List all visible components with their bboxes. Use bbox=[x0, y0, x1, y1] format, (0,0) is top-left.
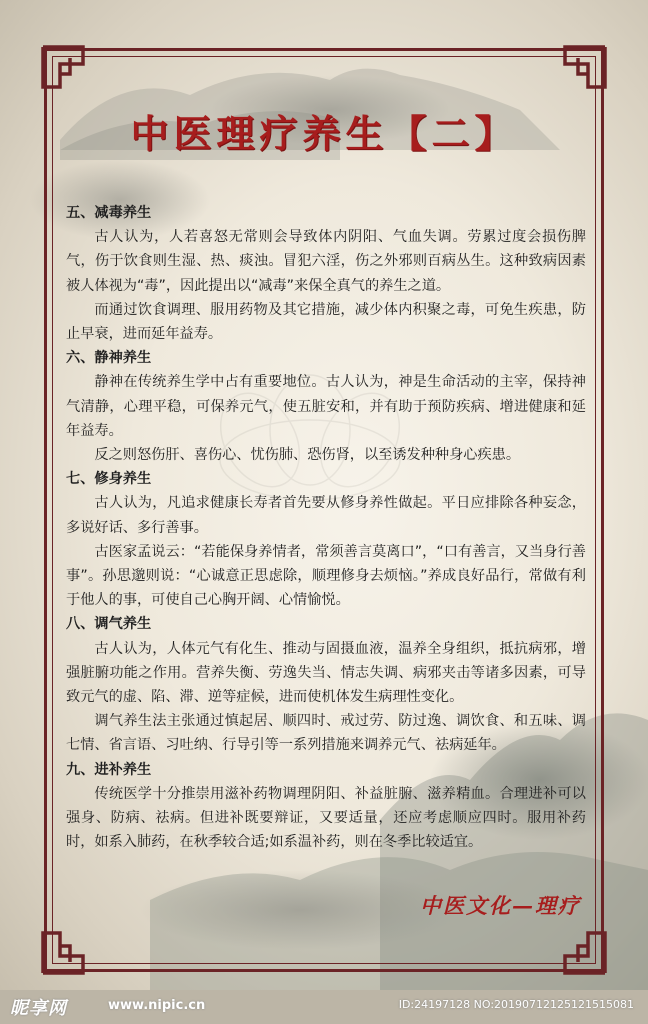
section-self-cultivation bbox=[66, 467, 586, 612]
corner-fret-ornament-icon bbox=[40, 930, 86, 976]
article-body bbox=[66, 201, 586, 854]
section-tonify bbox=[66, 758, 586, 855]
paragraph: 古医家孟说云：“若能保身养情者，常须善言莫离口”，“口有善言，又当身行善事”。孙思邈则说：“心诚意正思虑除，顺理修身去烦恼。”养成良好品行，常做有利于他人的事，可使自己心胸开阔、心情愉悦。 bbox=[66, 543, 586, 609]
corner-fret-ornament-icon bbox=[562, 930, 608, 976]
corner-fret-ornament-icon bbox=[40, 44, 86, 90]
section-detox bbox=[66, 201, 586, 346]
section-heading: 六、静神养生 bbox=[66, 350, 152, 367]
paragraph: 调气养生法主张通过慎起居、顺四时、戒过劳、防过逸、调饮食、和五味、调七情、省言语、习吐纳、行导引等一系列措施来调养元气、祛病延年。 bbox=[66, 713, 586, 754]
watermark-logo: 昵享网 bbox=[10, 998, 67, 1019]
paragraph: 古人认为，人体元气有化生、推动与固摄血液，温养全身组织，抵抗病邪，增强脏腑功能之作用。营养失衡、劳逸失当、情志失调、病邪夹击等诸多因素，可导致元气的虚、陷、滞、逆等症候，进而使机体发生病理性变化。 bbox=[66, 640, 586, 706]
signature: 中医文化—理疗 bbox=[420, 893, 581, 918]
section-heading: 八、调气养生 bbox=[66, 616, 152, 633]
section-heading: 九、进补养生 bbox=[66, 761, 152, 778]
watermark-url: www.nipic.cn bbox=[108, 998, 206, 1013]
paragraph: 古人认为，人若喜怒无常则会导致体内阴阳、气血失调。劳累过度会损伤脾气，伤于饮食则生湿、热、痰浊。冒犯六淫，伤之外邪则百病丛生。这种致病因素被人体视为“毒”，因此提出以“减毒”来保全真气的养生之道。 bbox=[66, 229, 586, 294]
watermark-id: ID:24197128 NO:20190712125121515081 bbox=[398, 998, 634, 1011]
paragraph: 古人认为，凡追求健康长寿者首先要从修身养性做起。平日应排除各种妄念，多说好话、多行善事。 bbox=[66, 495, 586, 536]
section-calm-spirit bbox=[66, 346, 586, 467]
section-regulate-qi bbox=[66, 612, 586, 757]
corner-fret-ornament-icon bbox=[562, 44, 608, 90]
paragraph: 反之则怒伤肝、喜伤心、忧伤肺、恐伤肾，以至诱发种种身心疾患。 bbox=[94, 447, 521, 464]
page-title: 中医理疗养生【二】 bbox=[130, 111, 518, 156]
paragraph: 而通过饮食调理、服用药物及其它措施，减少体内积聚之毒，可免生疾患，防止早衰，进而延年益寿。 bbox=[66, 301, 586, 343]
paragraph: 传统医学十分推崇用滋补药物调理阴阳、补益脏腑、滋养精血。合理进补可以强身、防病、祛病。但进补既要辩证，又要适量，还应考虑顺应四时。服用补药时，如系入肺药，在秋季较合适;如系温补药，则在冬季比较适宜。 bbox=[66, 785, 586, 851]
paragraph: 静神在传统养生学中占有重要地位。古人认为，神是生命活动的主宰，保持神气清静，心理平稳，可保养元气，使五脏安和，并有助于预防疾病、增进健康和延年益寿。 bbox=[66, 374, 586, 439]
section-heading: 七、修身养生 bbox=[66, 471, 152, 488]
section-heading: 五、减毒养生 bbox=[66, 205, 152, 221]
